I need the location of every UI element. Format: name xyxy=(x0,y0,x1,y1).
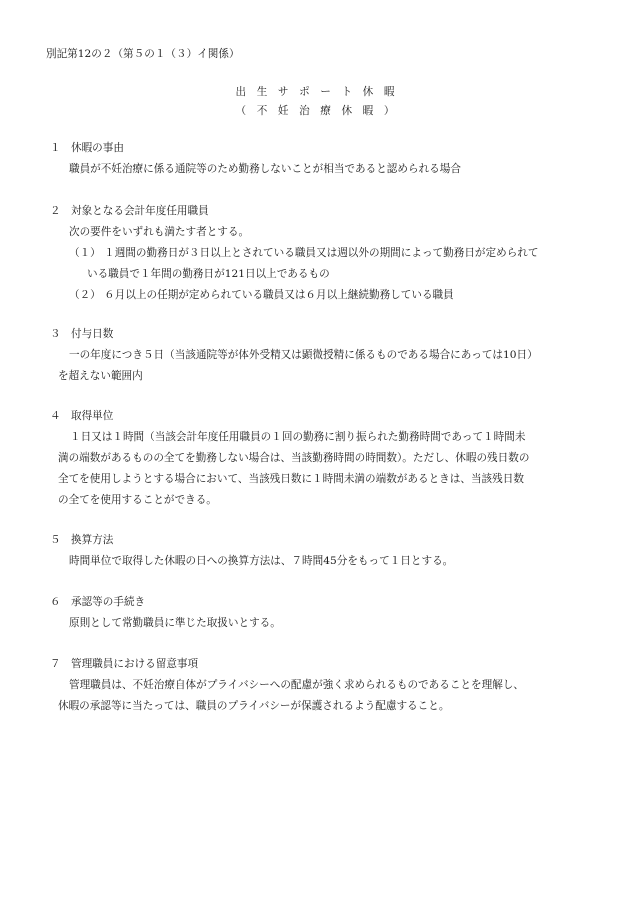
section-number: １ xyxy=(50,142,61,154)
section-title: 換算方法 xyxy=(71,534,114,546)
section-text: を超えない範囲内 xyxy=(58,370,143,382)
section-text: 休暇の承認等に当たっては、職員のプライバシーが保護されるよう配慮すること。 xyxy=(58,700,450,712)
section-4 xyxy=(50,406,590,511)
document-title: 出 生 サ ポ ー ト 休 暇 xyxy=(235,86,395,98)
section-heading xyxy=(50,592,590,613)
section-text: 全てを使用しようとする場合において、当該残日数に１時間未満の端数があるときは、当該残日数 xyxy=(58,473,524,485)
reference-label: 別記第12の２（第５の１（３）イ関係） xyxy=(46,48,240,60)
section-title: 付与日数 xyxy=(71,328,114,340)
section-text: 満の端数があるものの全てを勤務しない場合は、当該勤務時間の時間数）。ただし、休暇の残日数の xyxy=(58,452,530,464)
section-number: ２ xyxy=(50,205,61,217)
list-item-continuation: いる職員で１年間の勤務日が121日以上であるもの xyxy=(87,268,330,280)
section-text: 職員が不妊治療に係る通院等のため勤務しないことが相当であると認められる場合 xyxy=(69,163,461,175)
section-title: 管理職員における留意事項 xyxy=(71,658,199,670)
section-title: 休暇の事由 xyxy=(71,142,124,154)
section-number: ５ xyxy=(50,534,61,546)
section-number: ３ xyxy=(50,328,61,340)
section-text: 時間単位で取得した休暇の日への換算方法は、７時間45分をもって１日とする。 xyxy=(69,555,454,567)
section-heading xyxy=(50,138,590,159)
section-title: 承認等の手続き xyxy=(71,596,146,608)
section-heading xyxy=(50,654,590,675)
section-heading xyxy=(50,530,590,551)
section-text: 一の年度につき５日（当該通院等が体外受精又は顕微授精に係るものである場合にあっては10日） xyxy=(69,349,538,361)
section-heading xyxy=(50,201,590,222)
section-title: 対象となる会計年度任用職員 xyxy=(71,205,209,217)
section-2 xyxy=(50,201,590,306)
section-text: の全てを使用することができる。 xyxy=(58,494,217,506)
section-text: 次の要件をいずれも満たす者とする。 xyxy=(69,226,250,238)
section-3 xyxy=(50,324,590,387)
section-1 xyxy=(50,138,590,180)
section-title: 取得単位 xyxy=(71,410,114,422)
list-item: （２） ６月以上の任期が定められている職員又は６月以上継続勤務している職員 xyxy=(69,289,454,301)
section-number: ７ xyxy=(50,658,61,670)
section-number: ４ xyxy=(50,410,61,422)
section-7 xyxy=(50,654,590,717)
section-text: 管理職員は、不妊治療自体がプライバシーへの配慮が強く求められるものであることを理解し、 xyxy=(69,679,524,691)
section-number: ６ xyxy=(50,596,61,608)
section-text: １日又は１時間（当該会計年度任用職員の１回の勤務に割り振られた勤務時間であって１時間未 xyxy=(70,431,526,443)
section-heading xyxy=(50,324,590,345)
section-5 xyxy=(50,530,590,572)
list-item: （１） １週間の勤務日が３日以上とされている職員又は週以外の期間によって勤務日が定められて xyxy=(69,247,539,259)
document-subtitle: （ 不 妊 治 療 休 暇 ） xyxy=(235,105,395,117)
section-heading xyxy=(50,406,590,427)
section-6 xyxy=(50,592,590,634)
section-text: 原則として常勤職員に準じた取扱いとする。 xyxy=(69,617,281,629)
